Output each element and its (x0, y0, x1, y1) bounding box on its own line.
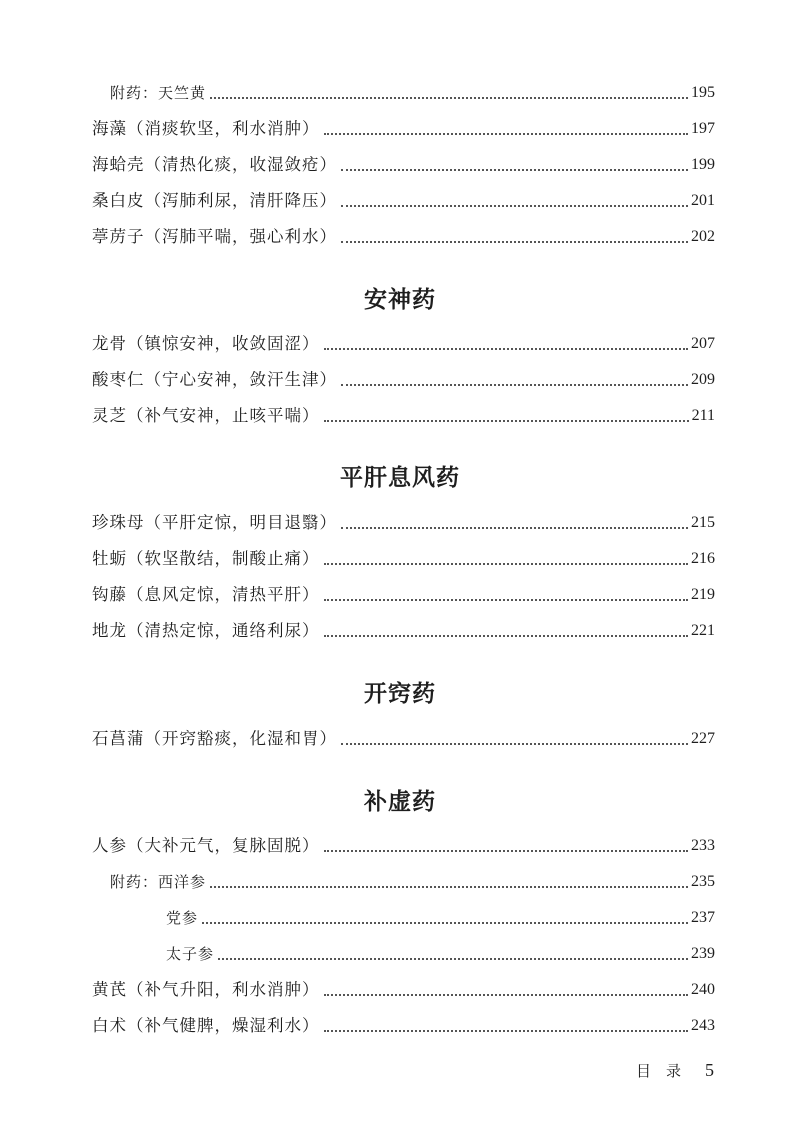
toc-entry-name: 珍珠母（平肝定惊，明目退翳） (92, 513, 337, 532)
toc-entry-name: 牡蛎（软坚散结，制酸止痛） (92, 549, 320, 568)
dot-leader (341, 384, 688, 386)
toc-entry-page: 199 (691, 156, 715, 173)
dot-leader (324, 1030, 689, 1032)
toc-entry-name: 葶苈子（泻肺平喘，强心利水） (92, 227, 337, 246)
toc-entry-name: 酸枣仁（宁心安神，敛汗生津） (92, 370, 337, 389)
toc-entry[interactable] (92, 546, 715, 572)
toc-entry[interactable] (166, 941, 715, 967)
toc-entry-page: 216 (691, 550, 715, 567)
section-heading: 补虚药 (364, 788, 436, 815)
toc-entry[interactable] (92, 1013, 715, 1039)
toc-entry-page: 237 (691, 909, 715, 926)
toc-entry[interactable] (92, 116, 715, 142)
toc-entry[interactable] (92, 510, 715, 536)
page-number: 5 (705, 1060, 714, 1080)
toc-entry[interactable] (92, 403, 715, 429)
toc-entry-name: 钩藤（息风定惊，清热平肝） (92, 585, 320, 604)
toc-entry[interactable] (92, 367, 715, 393)
dot-leader (324, 348, 689, 350)
toc-entry-page: 235 (691, 873, 715, 890)
toc-entry-name: 太子参 (166, 945, 215, 963)
dot-leader (341, 169, 688, 171)
toc-entry[interactable] (166, 905, 715, 931)
toc-entry[interactable] (92, 618, 715, 644)
dot-leader (210, 886, 688, 888)
toc-entry-name: 黄芪（补气升阳，利水消肿） (92, 980, 320, 999)
dot-leader (324, 994, 689, 996)
toc-entry[interactable] (92, 726, 715, 752)
toc-entry-name: 附药：西洋参 (110, 873, 207, 891)
toc-entry-name: 海藻（消痰软坚，利水消肿） (92, 119, 320, 138)
toc-entry-page: 202 (691, 228, 715, 245)
toc-entry[interactable] (110, 869, 715, 895)
section-heading: 平肝息风药 (340, 464, 460, 491)
toc-entry-name: 桑白皮（泻肺利尿，清肝降压） (92, 191, 337, 210)
toc-entry-page: 233 (691, 837, 715, 854)
dot-leader (341, 205, 688, 207)
toc-entry-name: 龙骨（镇惊安神，收敛固涩） (92, 334, 320, 353)
toc-entry-page: 240 (691, 981, 715, 998)
toc-entry-name: 党参 (166, 909, 199, 927)
toc-entry-page: 197 (691, 120, 715, 137)
toc-entry-name: 地龙（清热定惊，通络利尿） (92, 621, 320, 640)
toc-entry-page: 221 (691, 622, 715, 639)
dot-leader (324, 599, 689, 601)
toc-entry[interactable] (92, 188, 715, 214)
dot-leader (324, 133, 689, 135)
dot-leader (210, 97, 688, 99)
dot-leader (324, 850, 689, 852)
toc-entry-page: 207 (691, 335, 715, 352)
toc-entry-name: 白术（补气健脾，燥湿利水） (92, 1016, 320, 1035)
footer-label: 目 录 (635, 1062, 681, 1080)
toc-entry-page: 239 (691, 945, 715, 962)
toc-entry[interactable] (92, 152, 715, 178)
dot-leader (324, 563, 689, 565)
dot-leader (341, 241, 688, 243)
toc-entry-page: 201 (691, 192, 715, 209)
toc-entry-page: 209 (691, 371, 715, 388)
toc-entry-name: 灵芝（补气安神，止咳平喘） (92, 406, 320, 425)
toc-entry-page: 243 (691, 1017, 715, 1034)
toc-entry-name: 附药：天竺黄 (110, 84, 207, 102)
toc-entry-page: 227 (691, 730, 715, 747)
toc-entry[interactable] (92, 224, 715, 250)
toc-entry[interactable] (92, 833, 715, 859)
toc-entry[interactable] (92, 582, 715, 608)
dot-leader (324, 420, 689, 422)
dot-leader (324, 635, 689, 637)
page-footer (636, 1060, 714, 1081)
dot-leader (218, 958, 688, 960)
toc-entry[interactable] (92, 977, 715, 1003)
toc-entry-page: 195 (691, 84, 715, 101)
toc-entry[interactable] (110, 80, 715, 106)
section-heading: 开窍药 (364, 680, 436, 707)
toc-entry-page: 219 (691, 586, 715, 603)
dot-leader (341, 743, 688, 745)
toc-entry-name: 海蛤壳（清热化痰，收湿敛疮） (92, 155, 337, 174)
dot-leader (341, 527, 688, 529)
toc-entry-page: 211 (691, 407, 715, 424)
toc-entry-name: 人参（大补元气，复脉固脱） (92, 836, 320, 855)
toc-entry-name: 石菖蒲（开窍豁痰，化湿和胃） (92, 729, 337, 748)
dot-leader (202, 922, 688, 924)
toc-entry[interactable] (92, 331, 715, 357)
section-heading: 安神药 (364, 286, 436, 313)
toc-entry-page: 215 (691, 514, 715, 531)
